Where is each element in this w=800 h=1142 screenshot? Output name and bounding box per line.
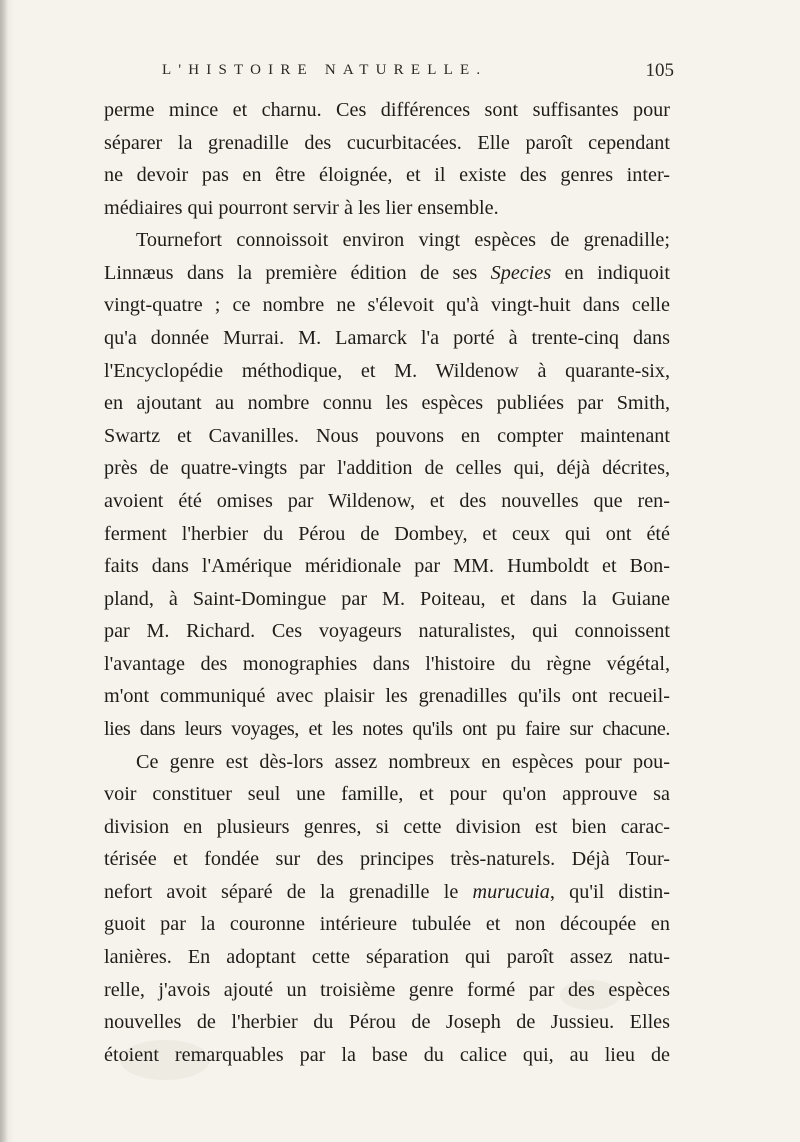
text-line: relle, j'avois ajouté un troisième genre formé par des espèces	[104, 978, 670, 1001]
text-line: Tournefort connoissoit environ vingt espèces de grenadille;	[136, 229, 670, 252]
text-line: séparer la grenadille des cucurbitacées. Elle paroît cependant	[104, 131, 670, 154]
text-line: m'ont communiqué avec plaisir les grenadilles qu'ils ont recueil-	[104, 685, 670, 708]
text-line: nefort avoit séparé de la grenadille le murucuia, qu'il distin-	[104, 880, 670, 903]
text-line: division en plusieurs genres, si cette division est bien carac-	[104, 815, 670, 838]
text-line: ne devoir pas en être éloignée, et il existe des genres inter-	[104, 164, 670, 187]
text-line: lies dans leurs voyages, et les notes qu'ils ont pu faire sur chacune.	[104, 717, 670, 740]
text-line: vingt-quatre ; ce nombre ne s'élevoit qu'à vingt-huit dans celle	[104, 294, 670, 317]
page-number: 105	[645, 60, 674, 81]
text-line: avoient été omises par Wildenow, et des nouvelles que ren-	[104, 489, 670, 512]
text-line: térisée et fondée sur des principes très-naturels. Déjà Tour-	[104, 848, 670, 871]
text-line: nouvelles de l'herbier du Pérou de Joseph de Jussieu. Elles	[104, 1011, 670, 1034]
text-line: Linnæus dans la première édition de ses Species en indiquoit	[104, 261, 670, 284]
text-line: Swartz et Cavanilles. Nous pouvons en compter maintenant	[104, 424, 670, 447]
text-line: médiaires qui pourront servir à les lier ensemble.	[104, 196, 499, 219]
text-line: faits dans l'Amérique méridionale par MM. Humboldt et Bon-	[104, 555, 670, 578]
text-line: près de quatre-vingts par l'addition de celles qui, déjà décrites,	[104, 457, 670, 480]
text-line: étoient remarquables par la base du calice qui, au lieu de	[104, 1043, 670, 1066]
text-line: pland, à Saint-Domingue par M. Poiteau, et dans la Guiane	[104, 587, 670, 610]
text-line: lanières. En adoptant cette séparation qui paroît assez natu-	[104, 946, 670, 969]
text-line: en ajoutant au nombre connu les espèces publiées par Smith,	[104, 392, 670, 415]
text-line: par M. Richard. Ces voyageurs naturalistes, qui connoissent	[104, 620, 670, 643]
running-title: L'HISTOIRE NATURELLE.	[162, 62, 488, 78]
text-line: qu'a donnée Murrai. M. Lamarck l'a porté à trente-cinq dans	[104, 327, 670, 350]
text-line: perme mince et charnu. Ces différences sont suffisantes pour	[104, 99, 670, 121]
italic-term: Species	[490, 261, 552, 284]
text-line: Ce genre est dès-lors assez nombreux en espèces pour pou-	[136, 750, 670, 773]
text-line: l'Encyclopédie méthodique, et M. Wildenow à quarante-six,	[104, 359, 670, 382]
body-text	[104, 94, 670, 1071]
italic-term: murucuia	[472, 880, 550, 903]
text-line: guoit par la couronne intérieure tubulée et non découpée en	[104, 913, 670, 936]
text-line: ferment l'herbier du Pérou de Dombey, et ceux qui ont été	[104, 522, 670, 545]
binding-shadow	[0, 0, 8, 1142]
text-line: l'avantage des monographies dans l'histoire du règne végétal,	[104, 652, 670, 675]
text-line: voir constituer seul une famille, et pour qu'on approuve sa	[104, 783, 670, 806]
